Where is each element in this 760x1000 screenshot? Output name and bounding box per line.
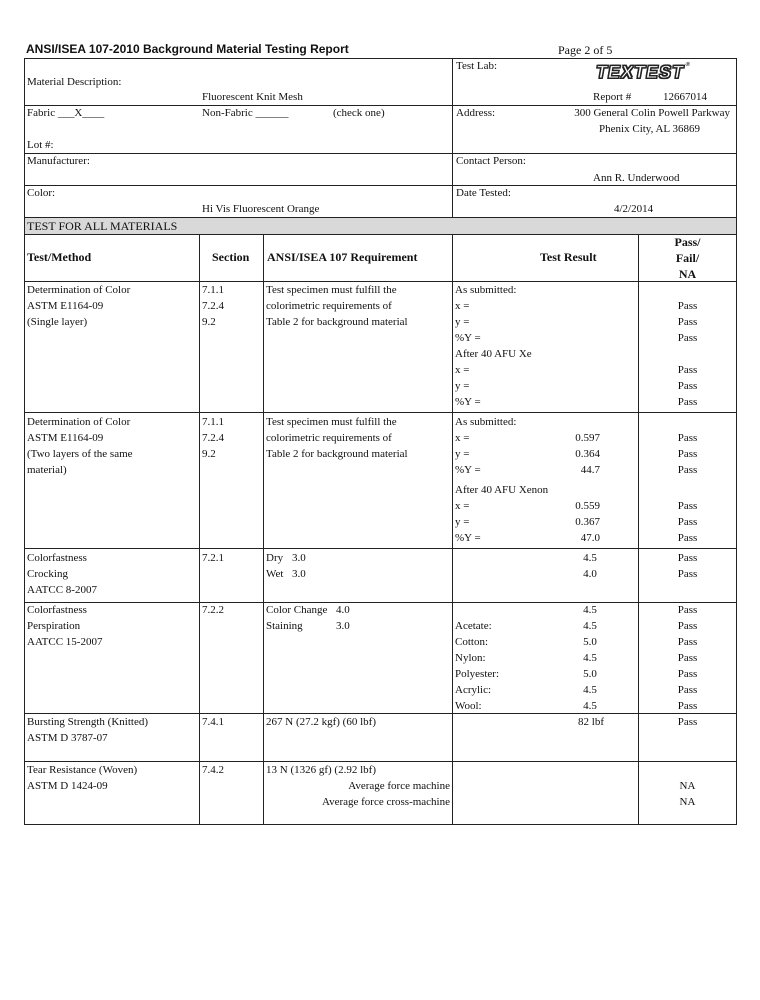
rule-bottom [24,824,737,825]
section-title: TEST FOR ALL MATERIALS [27,219,178,233]
col-header-result: Test Result [540,250,597,264]
address-line2: Phenix City, AL 36869 [599,123,700,135]
rule-top [24,58,737,59]
report-label: Report # [593,91,632,103]
col-header-section: Section [212,250,250,264]
col-divider [263,234,264,825]
report-number: 12667014 [663,91,707,103]
fabric-label: Fabric ___X____ [27,107,105,119]
row4-result-labels: Acetate: Cotton: Nylon: Polyester: Acrylic: Wool: [455,620,499,712]
nonfabric-label: Non-Fabric ______ [202,107,289,119]
row4-requirement-values: 4.0 3.0 [336,604,350,632]
row2-pass-after: Pass Pass Pass [677,500,698,544]
report-title: ANSI/ISEA 107-2010 Background Material Testing Report [26,42,349,56]
row3-requirement-values: 3.0 3.0 [292,552,306,580]
row1-method: Determination of Color ASTM E1164-09 (Single layer) [27,284,131,328]
row6-requirement: 13 N (1326 gf) (2.92 lbf) [266,764,376,776]
row2-result-values: 0.597 0.364 44.7 [575,432,600,476]
contact-value: Ann R. Underwood [593,172,680,184]
row2-requirement: Test specimen must fulfill the colorimetric requirements of Table 2 for background material [266,416,408,460]
row5-pass: Pass [677,716,698,728]
row3-pass: Pass Pass [677,552,698,580]
row6-method: Tear Resistance (Woven) ASTM D 1424-09 [27,764,138,792]
row4-result-values: 4.5 4.5 5.0 4.5 5.0 4.5 4.5 [583,604,597,712]
row2-result-labels: As submitted: x = y = %Y = [455,416,517,476]
row4-requirement-labels: Color Change Staining [266,604,328,632]
address-line1: 300 General Colin Powell Parkway [574,107,730,119]
date-label: Date Tested: [456,187,511,199]
row3-requirement-labels: Dry Wet [266,552,284,580]
rule [24,234,737,235]
contact-label: Contact Person: [456,155,526,167]
rule [24,602,737,603]
col-divider [452,234,453,825]
textest-logo: TEXTEST® [594,62,692,82]
row2-pass: Pass Pass Pass [677,432,698,476]
manufacturer-label: Manufacturer: [27,155,90,167]
row5-requirement: 267 N (27.2 kgf) (60 lbf) [266,716,376,728]
row6-requirement-forces: Average force machine Average force cross-machine [321,780,450,808]
rule [24,105,737,106]
row4-section: 7.2.2 [202,604,224,616]
address-label: Address: [456,107,496,119]
material-value: Fluorescent Knit Mesh [202,91,303,103]
check-one: (check one) [333,107,385,119]
col-header-method: Test/Method [27,250,92,264]
row6-section: 7.4.2 [202,764,224,776]
row4-pass: Pass Pass Pass Pass Pass Pass Pass [677,604,698,712]
color-label: Color: [27,187,56,199]
row2-result-labels-after: After 40 AFU Xenon x = y = %Y = [455,484,549,544]
row5-section: 7.4.1 [202,716,224,728]
rule [24,548,737,549]
rule [24,153,737,154]
rule-left [24,58,25,825]
material-label: Material Description: [27,76,122,88]
lot-label: Lot #: [27,139,54,151]
row2-result-values-after: 0.559 0.367 47.0 [575,500,600,544]
col-header-pass: Pass/ Fail/ NA [674,235,701,281]
color-value: Hi Vis Fluorescent Orange [202,203,320,215]
row1-pass: Pass Pass Pass Pass Pass Pass [677,300,698,408]
page-number: Page 2 of 5 [558,43,613,57]
row5-result-value: 82 lbf [578,716,604,728]
row1-result-labels: As submitted: x = y = %Y = After 40 AFU Xe x = y = %Y = [455,284,532,408]
row2-method: Determination of Color ASTM E1164-09 (Two layers of the same material) [27,416,133,476]
rule [24,185,737,186]
row1-requirement: Test specimen must fulfill the colorimetric requirements of Table 2 for background material [266,284,408,328]
row3-section: 7.2.1 [202,552,224,564]
test-lab-label: Test Lab: [456,60,498,72]
row6-pass: NA NA [679,780,696,808]
info-divider [452,58,453,218]
row4-method: Colorfastness Perspiration AATCC 15-2007 [27,604,103,648]
col-divider [199,234,200,825]
col-header-requirement: ANSI/ISEA 107 Requirement [267,250,418,264]
rule-right [736,58,737,825]
rule [24,412,737,413]
date-value: 4/2/2014 [614,203,654,215]
row2-section: 7.1.1 7.2.4 9.2 [202,416,224,460]
row3-method: Colorfastness Crocking AATCC 8-2007 [27,552,97,596]
row3-result-values: 4.5 4.0 [583,552,597,580]
row1-section: 7.1.1 7.2.4 9.2 [202,284,224,328]
row5-method: Bursting Strength (Knitted) ASTM D 3787-07 [27,716,148,744]
